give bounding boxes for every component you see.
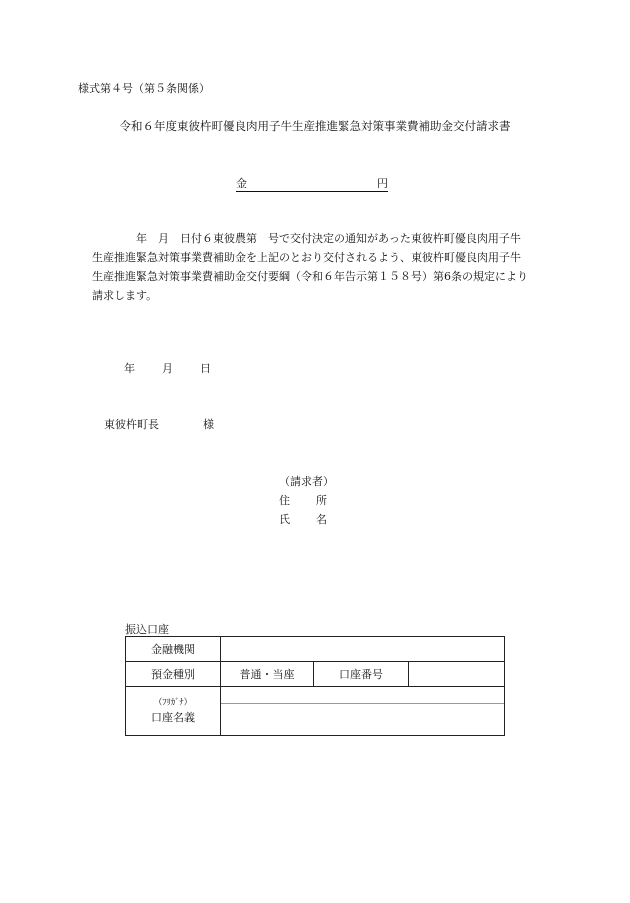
date-year: 年 [124, 362, 135, 375]
bank-account-table [125, 636, 505, 736]
requester-address-label: 住所 [279, 494, 353, 507]
document-title: 令和６年度東彼杵町優良肉用子牛生産推進緊急対策事業費補助金交付請求書 [119, 119, 511, 133]
requester-name-label: 氏名 [279, 513, 353, 526]
account-number-field[interactable] [409, 662, 505, 687]
addressee [104, 416, 214, 432]
amount-prefix: 金 [236, 177, 247, 190]
addressee-name: 東彼杵町長 [104, 418, 159, 431]
amount-suffix: 円 [377, 177, 388, 190]
holder-field[interactable] [221, 687, 505, 736]
account-number-label: 口座番号 [314, 662, 409, 687]
holder-label: 口座名義 [151, 711, 195, 724]
addressee-honorific: 様 [203, 418, 214, 431]
account-type-value[interactable]: 普通・当座 [221, 662, 314, 687]
body-line: 生産推進緊急対策事業費補助金を上記のとおり交付されるよう、東彼杵町優良肉用子牛 [92, 251, 521, 264]
body-line: 請求します。 [92, 289, 158, 302]
date-month: 月 [162, 362, 173, 375]
date-day: 日 [200, 362, 211, 375]
bank-section-title: 振込口座 [125, 623, 169, 636]
institution-label: 金融機関 [126, 637, 221, 662]
furigana-divider [221, 703, 504, 704]
holder-field-area[interactable] [221, 687, 504, 735]
body-line: 生産推進緊急対策事業費補助金交付要綱（令和６年告示第１５８号）第6条の規定により [92, 270, 528, 283]
account-type-label: 預金種別 [126, 662, 221, 687]
furigana-label: （ﾌﾘｶﾞﾅ） [153, 698, 193, 708]
requester-heading: （請求者） [279, 475, 334, 488]
request-body [92, 229, 552, 305]
requester-block [279, 472, 353, 529]
institution-field[interactable] [221, 637, 505, 662]
form-number: 様式第４号（第５条関係） [78, 82, 210, 95]
holder-label-cell [126, 687, 221, 736]
body-line: 年 月 日付６東彼農第 号で交付決定の通知があった東彼杵町優良肉用子牛 [92, 232, 521, 245]
amount-line[interactable] [236, 175, 388, 192]
date-line[interactable] [124, 360, 211, 376]
